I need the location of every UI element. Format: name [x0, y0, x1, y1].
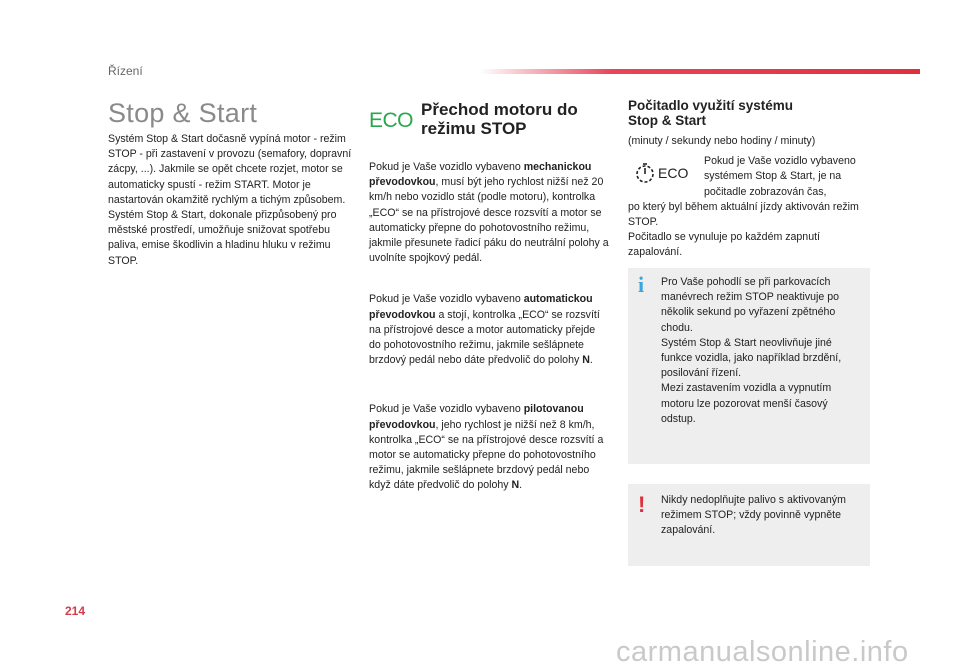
warning-text: Nikdy nedoplňujte palivo s aktivovaným režimem STOP; vždy povinně vypněte zapalování.: [661, 494, 846, 537]
text-run: Pokud je Vaše vozidlo vybaveno: [369, 161, 524, 173]
stopwatch-icon: [634, 162, 656, 184]
piloted-gearbox-term: pilotovanou převodovkou: [369, 403, 584, 431]
text-run: .: [519, 479, 523, 492]
counter-text-3: Počitadlo se vynuluje po každém zapnutí zapalování.: [628, 231, 820, 259]
automatic-gearbox-term: automatickou převodovkou: [369, 293, 593, 321]
info-text-1: Pro Vaše pohodlí se při parkovacích manévrech režim STOP neaktivuje po několik sekund po vyřazení zpětného chodu.: [661, 276, 840, 334]
eco-timer-icon: [628, 154, 704, 192]
text-run: , jeho rychlost je nižší než 8 km/h, kontrolka „ECO“ se na přístrojové desce rozsvítí a motor se automaticky přepne do pohotovostního režimu, jakmile sešlápnete brzdový pedál nebo když dáte předvolič do polohy: [369, 418, 604, 492]
counter-title: Počitadlo využití systému Stop & Start: [628, 98, 794, 128]
info-note: [628, 268, 870, 464]
piloted-gearbox-paragraph: [369, 402, 609, 493]
manual-gearbox-term: mechanickou převodovkou: [369, 161, 592, 189]
warning-icon: !: [638, 492, 646, 517]
text-run: Pokud je Vaše vozidlo vybaveno: [369, 403, 524, 416]
text-run: , musí být jeho rychlost nižší než 20 km/h nebo vozidlo stát (podle motoru), kontrolka „ECO“ se na přístrojové desce rozsvítí a motor se automaticky přepne do pohotovostního režimu, jakmile přesunete řadicí páku do neutrální polohy a uvolníte spojkový pedál.: [369, 176, 609, 265]
info-text-3: Mezi zastavením vozidla a vypnutím motoru lze pozorovat menší časový odstup.: [661, 382, 832, 425]
warning-note: [628, 484, 870, 566]
page-title: Stop & Start: [108, 98, 258, 128]
stop-mode-title: Přechod motoru do režimu STOP: [421, 100, 578, 138]
section-title: Řízení: [108, 64, 143, 78]
stop-mode-heading: [369, 100, 609, 138]
counter-column: [628, 98, 870, 261]
text-run: Pokud je Vaše vozidlo vybaveno: [369, 293, 524, 306]
info-icon: i: [638, 272, 645, 297]
intro-column: [108, 98, 353, 269]
header-rule: [480, 69, 920, 74]
counter-units: (minuty / sekundy nebo hodiny / minuty): [628, 135, 816, 147]
eco-timer-label: ECO: [658, 165, 689, 182]
manual-gearbox-paragraph: [369, 160, 609, 266]
intro-text: Systém Stop & Start dočasně vypíná motor - režim STOP - při zastavení v provozu (semafory, dopravní zácpy, ...). Jakmile se opět chcete rozjet, motor se automaticky spustí - režim START. Motor je nastartován okamžitě rychlým a tichým způsobem. Systém Stop & Start, dokonale přizpůsobený pro městské prostředí, umožňuje snižovat spotřebu paliva, emise škodlivin a hladinu hluku v režimu STOP.: [108, 133, 352, 267]
counter-text-1: Pokud je Vaše vozidlo vybaveno systémem Stop & Start, je na počitadle zobrazován čas,: [704, 155, 856, 198]
page-number: 214: [65, 604, 86, 618]
counter-text-2: po který byl během aktuální jízdy aktivován režim STOP.: [628, 200, 859, 229]
watermark: carmanualsonline.info: [616, 636, 909, 668]
info-text-2: Systém Stop & Start neovlivňuje jiné funkce vozidla, jako například brzdění, posilování řízení.: [661, 336, 842, 380]
neutral-position: N: [582, 354, 590, 367]
text-run: a stojí, kontrolka „ECO“ se rozsvítí na přístrojové desce a motor automaticky přejde do pohotovostního režimu, jakmile sešlápnete brzdový pedál nebo dáte předvolič do polohy: [369, 308, 600, 367]
counter-intro-row: [628, 154, 870, 200]
automatic-gearbox-paragraph: [369, 292, 609, 368]
neutral-position: N: [511, 479, 520, 492]
text-run: .: [589, 354, 593, 367]
eco-indicator-icon: ECO: [369, 109, 414, 132]
stop-mode-column: [369, 100, 609, 494]
